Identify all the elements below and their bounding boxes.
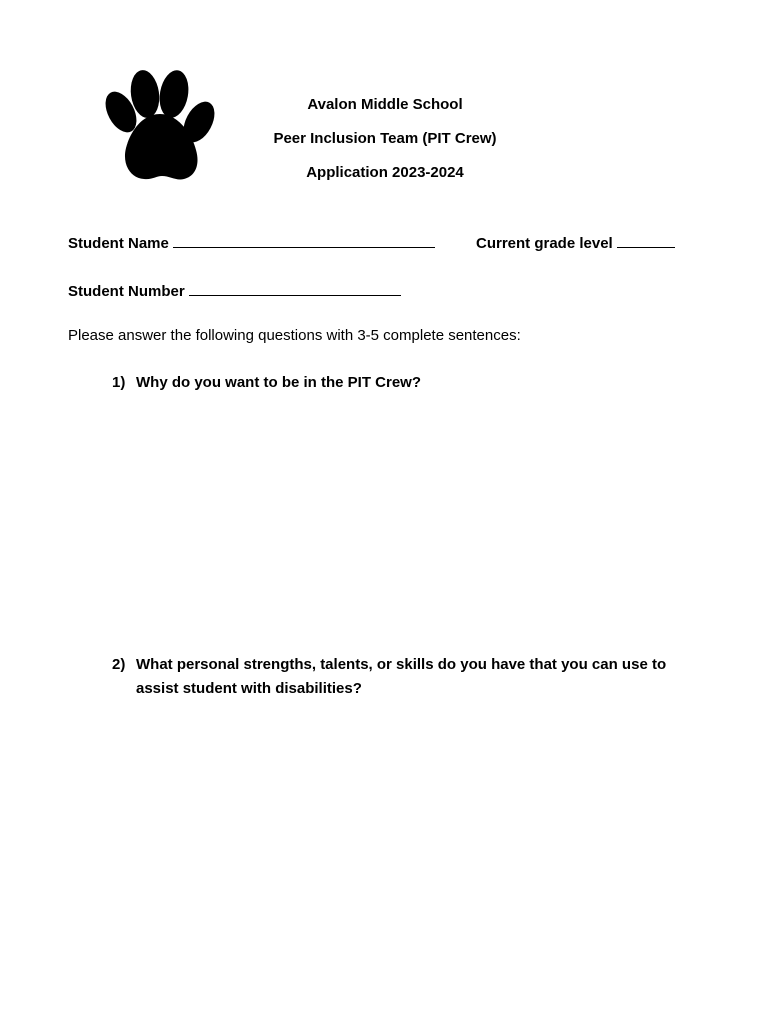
student-number-field [68, 281, 401, 301]
student-number-label: Student Number [68, 283, 185, 300]
question-text: What personal strengths, talents, or skills do you have that you can use to assist student with disabilities? [136, 656, 667, 697]
team-name: Peer Inclusion Team (PIT Crew) [273, 130, 497, 147]
school-name: Avalon Middle School [307, 96, 463, 113]
question-number: 1) [112, 374, 126, 391]
grade-level-blank[interactable] [617, 233, 675, 248]
question-text: Why do you want to be in the PIT Crew? [136, 374, 421, 391]
paw-print-icon [100, 68, 216, 182]
question-number: 2) [112, 656, 126, 673]
grade-level-label: Current grade level [476, 235, 613, 252]
instructions-text: Please answer the following questions with 3-5 complete sentences: [68, 327, 521, 344]
student-name-label: Student Name [68, 235, 169, 252]
student-name-blank[interactable] [173, 233, 435, 248]
question-1 [112, 371, 702, 395]
student-name-field [68, 233, 435, 253]
application-year: Application 2023-2024 [306, 164, 464, 181]
question-2 [112, 653, 702, 701]
grade-level-field [476, 233, 675, 253]
student-number-blank[interactable] [189, 281, 401, 296]
